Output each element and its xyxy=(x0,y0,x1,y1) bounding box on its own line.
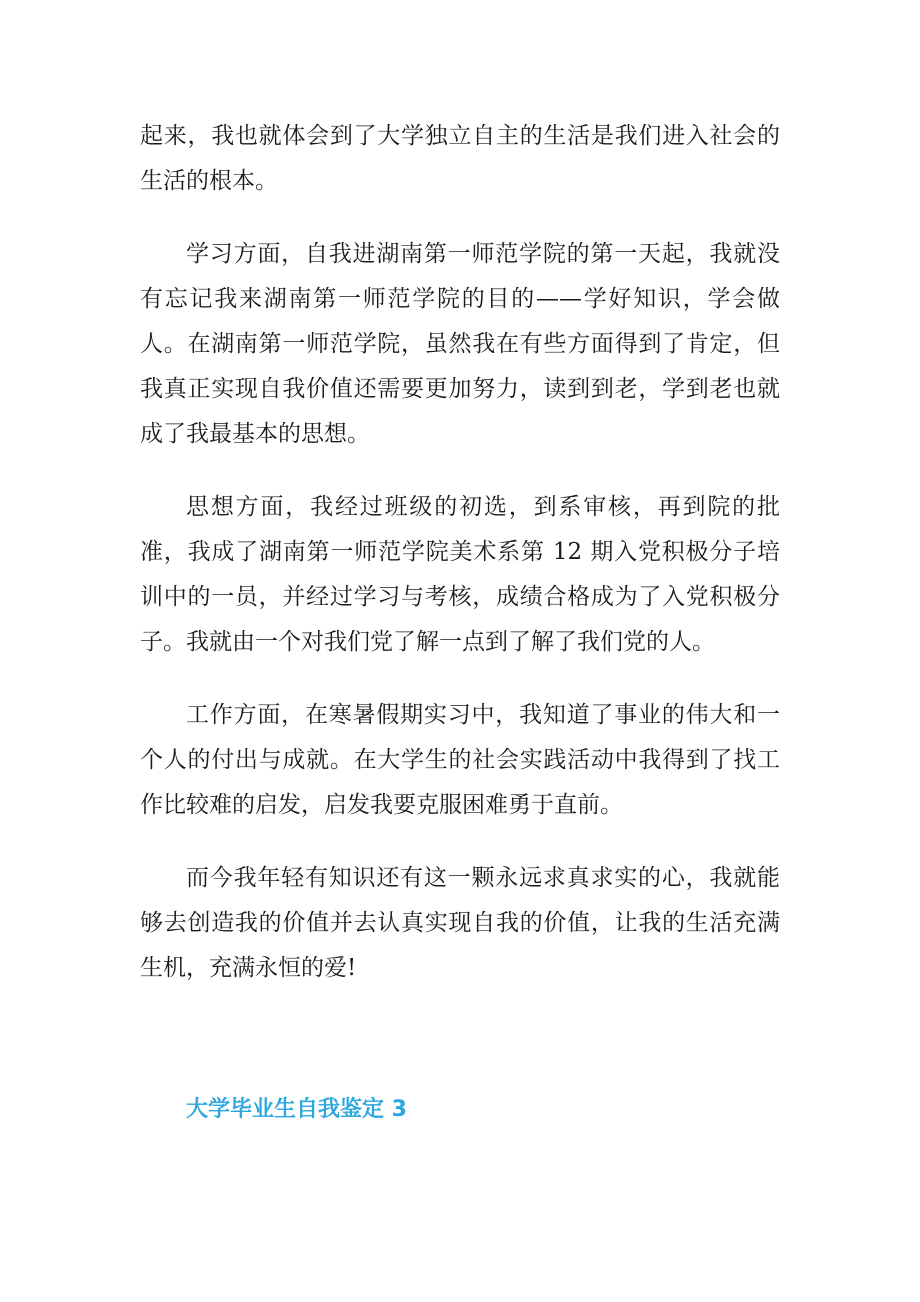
paragraph-study: 学习方面，自我进湖南第一师范学院的第一天起，我就没有忘记我来湖南第一师范学院的目的——学好知识，学会做人。在湖南第一师范学院，虽然我在有些方面得到了肯定，但我真正实现自我价值还需要更加努力，读到到老，学到老也就成了我最基本的思想。 xyxy=(140,241,780,447)
paragraph-work: 工作方面，在寒暑假期实习中，我知道了事业的伟大和一个人的付出与成就。在大学生的社会实践活动中我得到了找工作比较难的启发，启发我要克服困难勇于直前。 xyxy=(140,702,780,818)
paragraph-thought: 思想方面，我经过班级的初选，到系审核，再到院的批准，我成了湖南第一师范学院美术系第 12 期入党积极分子培训中的一员，并经过学习与考核，成绩合格成为了入党积极分子。我就由一个对我们党了解一点到了解了我们党的人。 xyxy=(140,494,780,655)
paragraph-conclusion: 而今我年轻有知识还有这一颗永远求真求实的心，我就能够去创造我的价值并去认真实现自我的价值，让我的生活充满生机，充满永恒的爱! xyxy=(140,865,780,981)
paragraph-continuation: 起来，我也就体会到了大学独立自主的生活是我们进入社会的生活的根本。 xyxy=(140,123,780,194)
section-heading: 大学毕业生自我鉴定 3 xyxy=(186,1097,407,1122)
document-body xyxy=(140,114,780,1019)
